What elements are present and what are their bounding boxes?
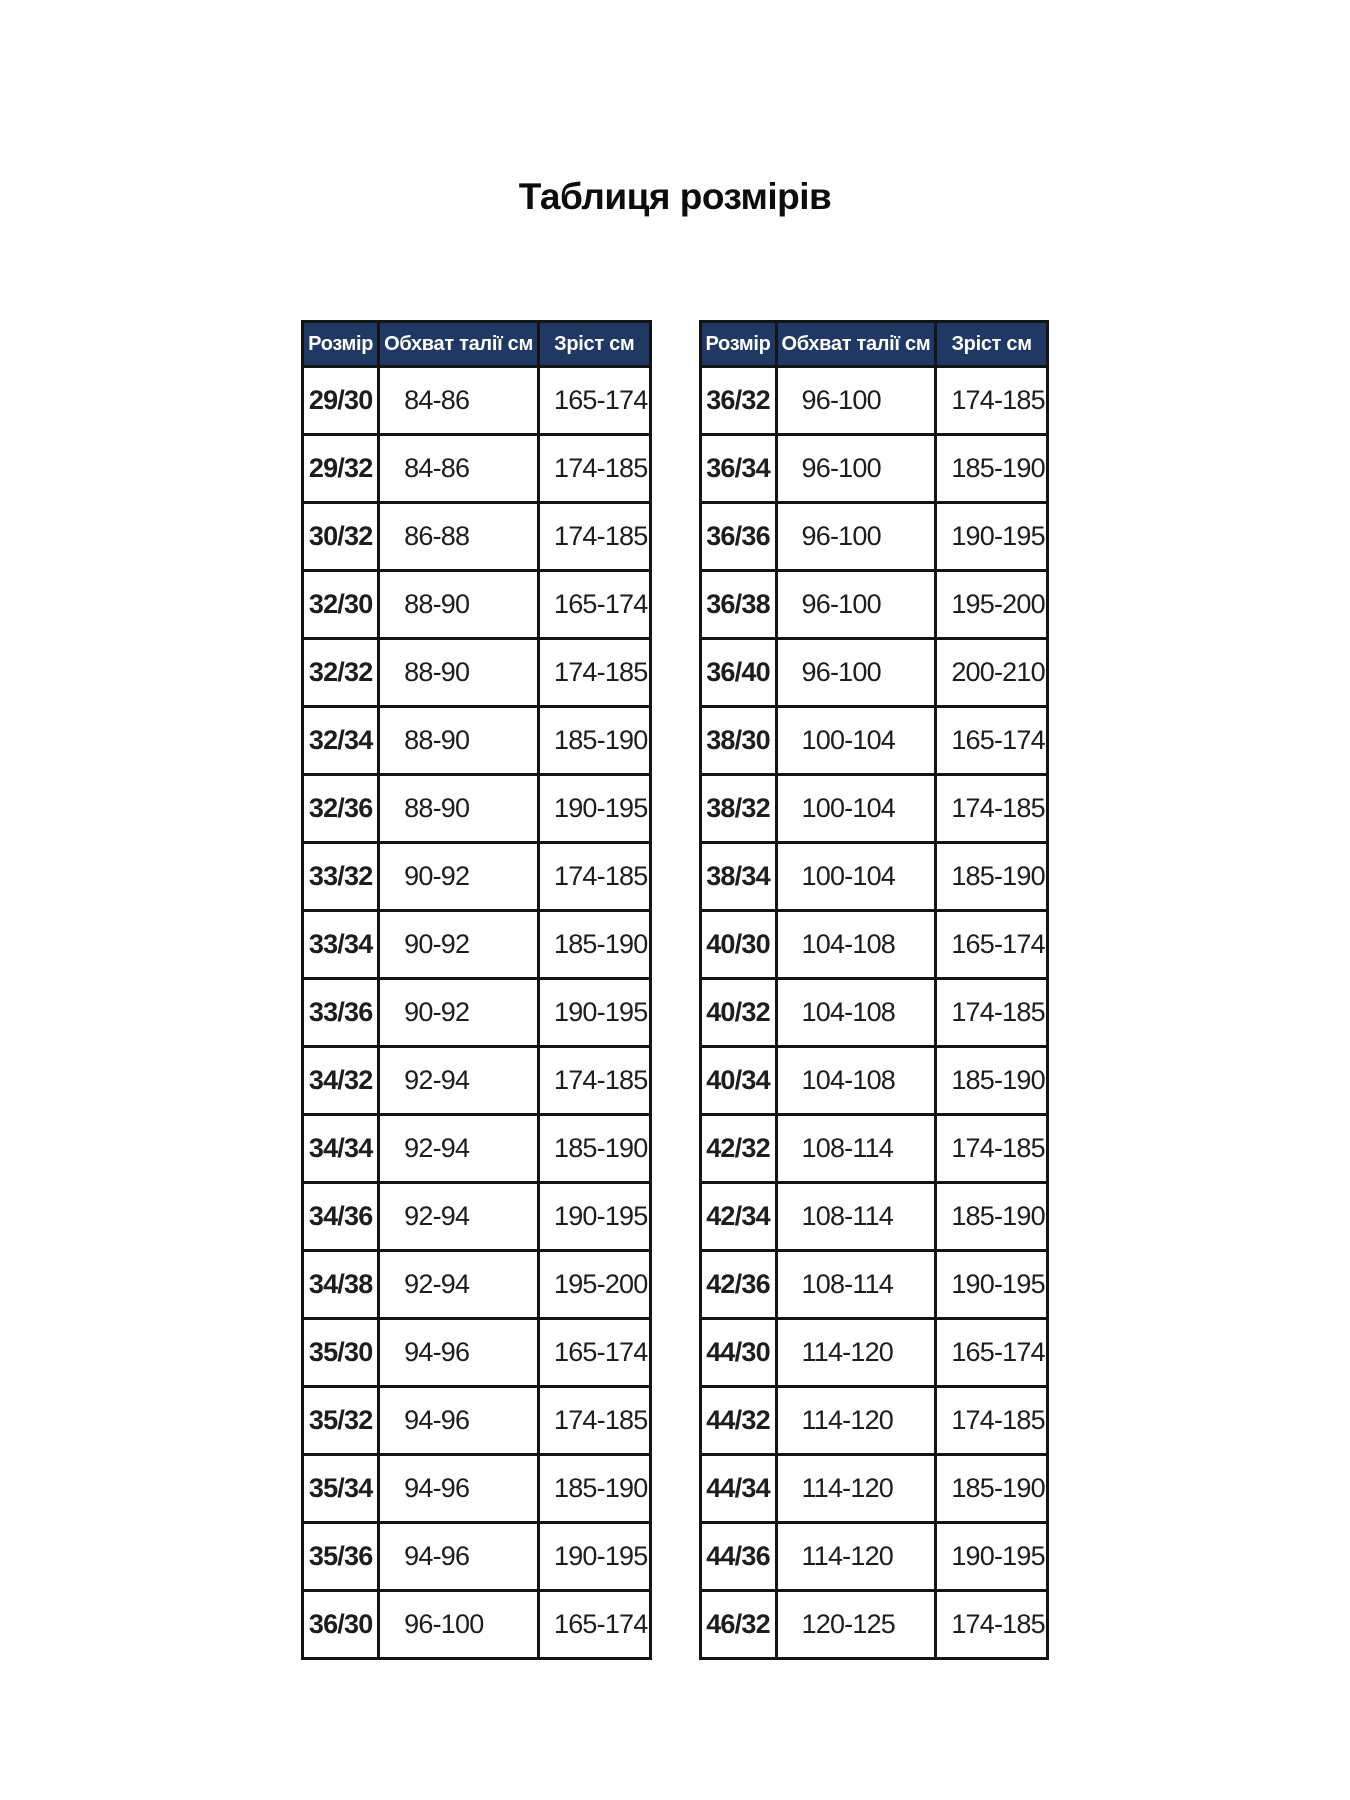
size-table-right: [699, 320, 1049, 1660]
height-cell: 185-190: [539, 707, 651, 775]
table-header-right: [700, 322, 1047, 367]
table-row: [700, 503, 1047, 571]
waist-cell: 96-100: [776, 639, 936, 707]
waist-cell: 88-90: [379, 571, 539, 639]
table-row: [303, 1251, 650, 1319]
table-row: [303, 367, 650, 435]
height-cell: 174-185: [539, 435, 651, 503]
height-cell: 174-185: [539, 1047, 651, 1115]
height-cell: 174-185: [936, 1115, 1048, 1183]
waist-cell: 100-104: [776, 843, 936, 911]
size-cell: 38/34: [700, 843, 776, 911]
table-row: [700, 979, 1047, 1047]
height-cell: 174-185: [936, 367, 1048, 435]
table-row: [303, 707, 650, 775]
column-header-size: Розмір: [700, 322, 776, 367]
size-cell: 36/38: [700, 571, 776, 639]
height-cell: 165-174: [936, 1319, 1048, 1387]
waist-cell: 92-94: [379, 1183, 539, 1251]
waist-cell: 120-125: [776, 1591, 936, 1659]
table-row: [700, 1455, 1047, 1523]
height-cell: 185-190: [936, 843, 1048, 911]
table-body-left: [303, 367, 650, 1659]
table-row: [303, 775, 650, 843]
size-cell: 40/30: [700, 911, 776, 979]
page-title: Таблиця розмірів: [518, 176, 832, 217]
height-cell: 185-190: [936, 1455, 1048, 1523]
size-cell: 29/30: [303, 367, 379, 435]
table-row: [303, 1183, 650, 1251]
size-cell: 40/34: [700, 1047, 776, 1115]
table-row: [700, 843, 1047, 911]
waist-cell: 84-86: [379, 435, 539, 503]
height-cell: 165-174: [936, 707, 1048, 775]
size-cell: 38/30: [700, 707, 776, 775]
waist-cell: 104-108: [776, 979, 936, 1047]
waist-cell: 104-108: [776, 911, 936, 979]
header-row: [303, 322, 650, 367]
size-cell: 32/32: [303, 639, 379, 707]
size-cell: 38/32: [700, 775, 776, 843]
size-cell: 44/30: [700, 1319, 776, 1387]
header-row: [700, 322, 1047, 367]
waist-cell: 108-114: [776, 1115, 936, 1183]
table-row: [700, 911, 1047, 979]
table-row: [303, 1047, 650, 1115]
size-cell: 36/36: [700, 503, 776, 571]
size-cell: 30/32: [303, 503, 379, 571]
height-cell: 174-185: [936, 979, 1048, 1047]
column-header-height: Зріст см: [936, 322, 1048, 367]
height-cell: 174-185: [936, 1387, 1048, 1455]
waist-cell: 92-94: [379, 1047, 539, 1115]
size-cell: 35/32: [303, 1387, 379, 1455]
table-row: [303, 1455, 650, 1523]
table-row: [700, 775, 1047, 843]
table-row: [303, 503, 650, 571]
height-cell: 165-174: [539, 1319, 651, 1387]
table-row: [700, 1387, 1047, 1455]
size-cell: 40/32: [700, 979, 776, 1047]
waist-cell: 94-96: [379, 1387, 539, 1455]
table-row: [303, 1387, 650, 1455]
waist-cell: 94-96: [379, 1319, 539, 1387]
size-cell: 32/30: [303, 571, 379, 639]
height-cell: 190-195: [936, 1251, 1048, 1319]
table-row: [303, 1591, 650, 1659]
table-row: [700, 571, 1047, 639]
table-row: [700, 1115, 1047, 1183]
table-row: [700, 435, 1047, 503]
waist-cell: 90-92: [379, 843, 539, 911]
table-row: [700, 639, 1047, 707]
table-row: [303, 1523, 650, 1591]
size-cell: 36/32: [700, 367, 776, 435]
size-cell: 42/34: [700, 1183, 776, 1251]
table-row: [303, 571, 650, 639]
size-cell: 34/38: [303, 1251, 379, 1319]
size-cell: 44/34: [700, 1455, 776, 1523]
height-cell: 165-174: [936, 911, 1048, 979]
waist-cell: 90-92: [379, 979, 539, 1047]
waist-cell: 100-104: [776, 775, 936, 843]
column-header-height: Зріст см: [539, 322, 651, 367]
size-cell: 42/32: [700, 1115, 776, 1183]
size-cell: 32/36: [303, 775, 379, 843]
table-row: [303, 979, 650, 1047]
waist-cell: 88-90: [379, 707, 539, 775]
height-cell: 195-200: [936, 571, 1048, 639]
table-row: [700, 367, 1047, 435]
table-header-left: [303, 322, 650, 367]
waist-cell: 90-92: [379, 911, 539, 979]
column-header-size: Розмір: [303, 322, 379, 367]
size-cell: 44/32: [700, 1387, 776, 1455]
waist-cell: 96-100: [776, 503, 936, 571]
height-cell: 190-195: [539, 979, 651, 1047]
waist-cell: 96-100: [776, 571, 936, 639]
table-row: [700, 1047, 1047, 1115]
size-cell: 32/34: [303, 707, 379, 775]
size-cell: 36/30: [303, 1591, 379, 1659]
table-row: [303, 435, 650, 503]
height-cell: 190-195: [539, 775, 651, 843]
waist-cell: 88-90: [379, 775, 539, 843]
waist-cell: 92-94: [379, 1251, 539, 1319]
size-cell: 34/32: [303, 1047, 379, 1115]
height-cell: 185-190: [539, 1455, 651, 1523]
height-cell: 174-185: [539, 503, 651, 571]
height-cell: 165-174: [539, 571, 651, 639]
column-header-waist: Обхват талії см: [379, 322, 539, 367]
table-row: [700, 1319, 1047, 1387]
waist-cell: 94-96: [379, 1523, 539, 1591]
height-cell: 185-190: [936, 435, 1048, 503]
size-cell: 35/36: [303, 1523, 379, 1591]
height-cell: 190-195: [936, 1523, 1048, 1591]
waist-cell: 96-100: [776, 367, 936, 435]
size-cell: 35/30: [303, 1319, 379, 1387]
height-cell: 195-200: [539, 1251, 651, 1319]
waist-cell: 94-96: [379, 1455, 539, 1523]
table-row: [700, 1251, 1047, 1319]
table-row: [303, 1115, 650, 1183]
waist-cell: 108-114: [776, 1251, 936, 1319]
waist-cell: 114-120: [776, 1455, 936, 1523]
waist-cell: 114-120: [776, 1387, 936, 1455]
table-row: [700, 1523, 1047, 1591]
waist-cell: 86-88: [379, 503, 539, 571]
height-cell: 185-190: [936, 1183, 1048, 1251]
height-cell: 190-195: [539, 1183, 651, 1251]
size-cell: 36/40: [700, 639, 776, 707]
waist-cell: 96-100: [379, 1591, 539, 1659]
size-cell: 46/32: [700, 1591, 776, 1659]
size-cell: 34/34: [303, 1115, 379, 1183]
size-cell: 33/36: [303, 979, 379, 1047]
height-cell: 185-190: [539, 1115, 651, 1183]
size-cell: 44/36: [700, 1523, 776, 1591]
size-cell: 33/34: [303, 911, 379, 979]
height-cell: 185-190: [936, 1047, 1048, 1115]
height-cell: 165-174: [539, 367, 651, 435]
tables-container: [0, 320, 1350, 1660]
table-row: [303, 911, 650, 979]
table-row: [700, 1183, 1047, 1251]
waist-cell: 114-120: [776, 1523, 936, 1591]
height-cell: 174-185: [936, 1591, 1048, 1659]
table-body-right: [700, 367, 1047, 1659]
size-cell: 36/34: [700, 435, 776, 503]
height-cell: 200-210: [936, 639, 1048, 707]
height-cell: 165-174: [539, 1591, 651, 1659]
height-cell: 190-195: [539, 1523, 651, 1591]
height-cell: 174-185: [539, 1387, 651, 1455]
waist-cell: 108-114: [776, 1183, 936, 1251]
table-row: [303, 843, 650, 911]
waist-cell: 84-86: [379, 367, 539, 435]
size-table-left: [301, 320, 651, 1660]
size-cell: 33/32: [303, 843, 379, 911]
size-cell: 34/36: [303, 1183, 379, 1251]
table-row: [700, 1591, 1047, 1659]
column-header-waist: Обхват талії см: [776, 322, 936, 367]
height-cell: 174-185: [936, 775, 1048, 843]
table-row: [303, 639, 650, 707]
waist-cell: 100-104: [776, 707, 936, 775]
height-cell: 190-195: [936, 503, 1048, 571]
waist-cell: 96-100: [776, 435, 936, 503]
height-cell: 185-190: [539, 911, 651, 979]
size-cell: 29/32: [303, 435, 379, 503]
waist-cell: 92-94: [379, 1115, 539, 1183]
size-cell: 35/34: [303, 1455, 379, 1523]
size-cell: 42/36: [700, 1251, 776, 1319]
height-cell: 174-185: [539, 639, 651, 707]
waist-cell: 114-120: [776, 1319, 936, 1387]
waist-cell: 104-108: [776, 1047, 936, 1115]
waist-cell: 88-90: [379, 639, 539, 707]
table-row: [700, 707, 1047, 775]
height-cell: 174-185: [539, 843, 651, 911]
table-row: [303, 1319, 650, 1387]
